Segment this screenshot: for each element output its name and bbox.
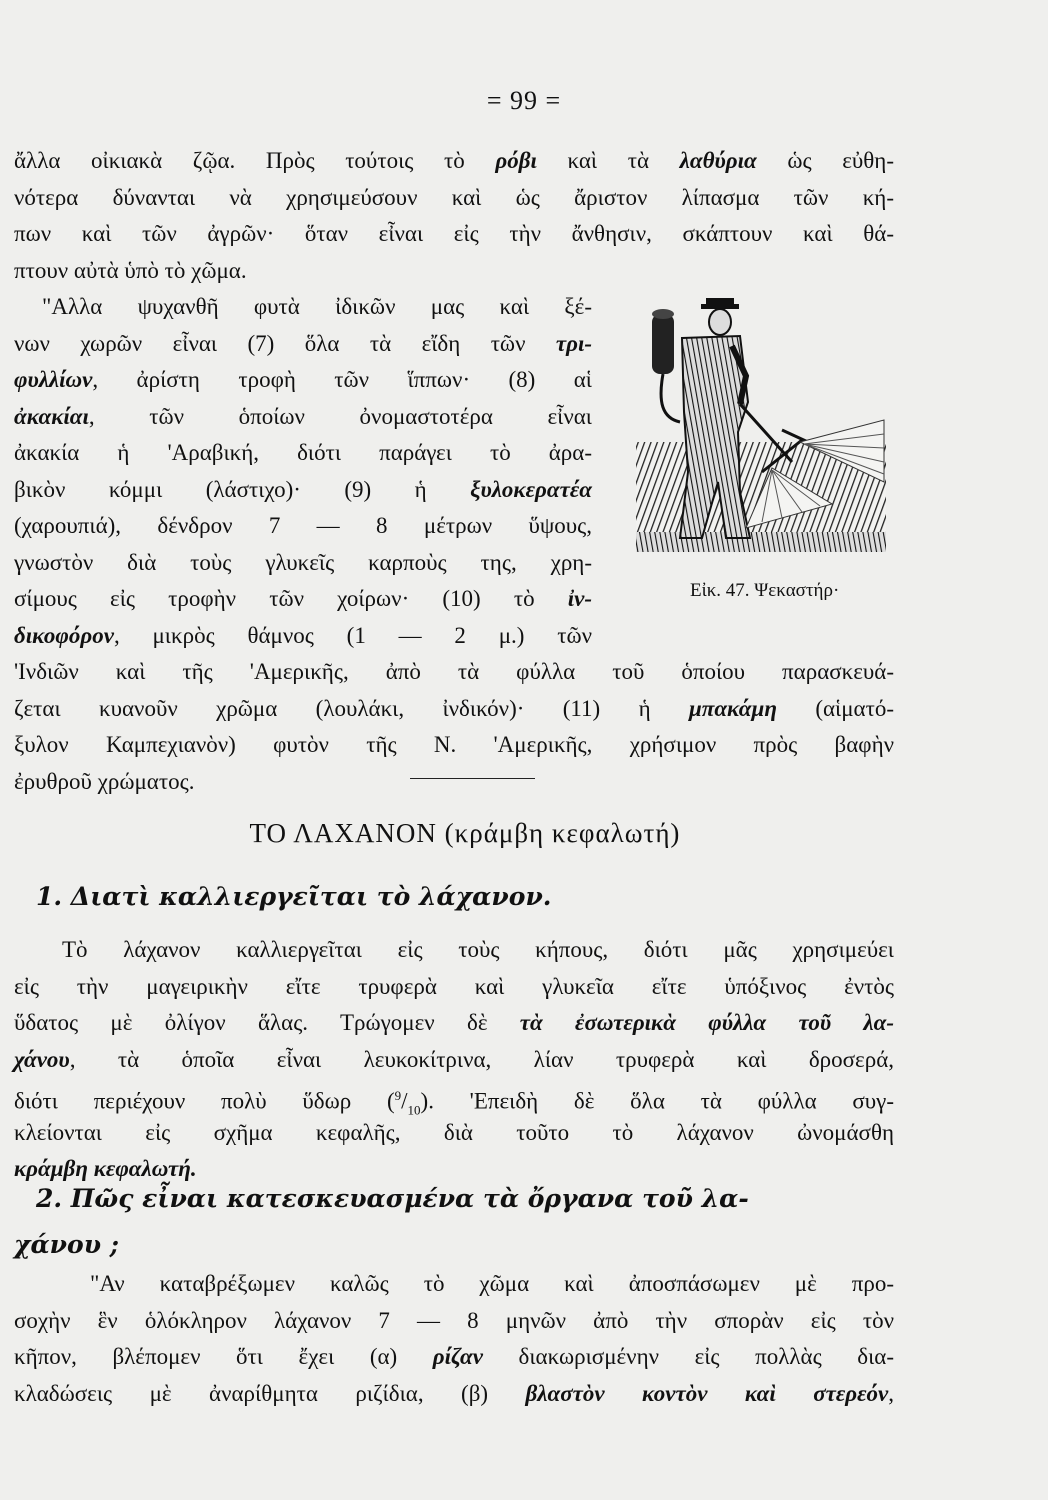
text-line: βικὸν κόμμι (λάστιχο)· (9) ἡ ξυλοκερατέα [14, 476, 592, 502]
sprayer-illustration-icon [622, 292, 894, 582]
text-line: ἐρυθροῦ χρώματος. [14, 768, 195, 794]
text-line: κλαδώσεις μὲ ἀναρίθμητα ριζίδια, (β) βλαστὸν κοντὸν καὶ στερεόν, [14, 1380, 894, 1406]
figure-caption: Εἰκ. 47. Ψεκαστήρ· [690, 580, 840, 601]
text-line: κῆπον, βλέπομεν ὅτι ἔχει (α) ρίζαν διακωρισμένην εἰς πολλὰς δια- [14, 1344, 894, 1369]
paragraph-organs [14, 1266, 894, 1412]
subheading-organs: 2. Πῶς εἶναι κατεσκευασμένα τὰ ὄργανα τοῦ λα- [36, 1184, 749, 1213]
text-line: πτουν αὐτὰ ὑπὸ τὸ χῶμα. [14, 257, 247, 283]
text-line: ἀκακίαι, τῶν ὁποίων ὀνομαστοτέρα εἶναι [14, 403, 592, 429]
paragraph-cabbage [14, 932, 894, 1188]
text-line: γνωστὸν διὰ τοὺς γλυκεῖς καρποὺς της, χρη- [14, 549, 592, 575]
text-line: Τὸ λάχανον καλλιεργεῖται εἰς τοὺς κήπους, διότι μᾶς χρησιμεύει [62, 937, 894, 962]
text-line: πων καὶ τῶν ἀγρῶν· ὅταν εἶναι εἰς τὴν ἄνθησιν, σκάπτουν καὶ θά- [14, 221, 894, 246]
text-line: ἄλλα οἰκιακὰ ζῷα. Πρὸς τούτοις τὸ ρόβι καὶ τὰ λαθύρια ὡς εὐθη- [14, 148, 894, 173]
text-line: σίμους εἰς τροφὴν τῶν χοίρων· (10) τὸ ἰν- [14, 586, 592, 611]
text-line: διότι περιέχουν πολὺ ὕδωρ $(^9/_{10})$. 'Επειδὴ δὲ ὅλα τὰ φύλλα συγ- [14, 1088, 894, 1118]
text-line: δικοφόρον, μικρὸς θάμνος (1 — 2 μ.) τῶν [14, 622, 592, 648]
section-divider [410, 778, 535, 779]
section-title: ΤΟ ΛΑΧΑΝΟΝ (κράμβη κεφαλωτή) [249, 818, 681, 848]
subheading-organs-cont: χάνου ; [14, 1230, 119, 1259]
text-line: ὕδατος μὲ ὀλίγον ἅλας. Τρώγομεν δὲ τὰ ἐσωτερικὰ φύλλα τοῦ λα- [14, 1010, 894, 1035]
text-line: κράμβη κεφαλωτή. [14, 1156, 197, 1181]
text-line: σοχὴν ἓν ὁλόκληρον λάχανον 7 — 8 μηνῶν ἀπὸ τὴν σπορὰν εἰς τὸν [14, 1307, 894, 1333]
text-line: (χαρουπιά), δένδρον 7 — 8 μέτρων ὕψους, [14, 513, 592, 538]
text-line: ἀκακία ἡ 'Αραβική, διότι παράγει τὸ ἀρα- [14, 440, 592, 465]
text-line: ξυλον Καμπεχιανὸν) φυτὸν τῆς Ν. 'Αμερικῆς, χρήσιμον πρὸς βαφὴν [14, 732, 894, 757]
page-number: = 99 = [486, 86, 562, 115]
text-line: 'Ινδιῶν καὶ τῆς 'Αμερικῆς, ἀπὸ τὰ φύλλα τοῦ ὁποίου παρασκευά- [14, 659, 894, 684]
text-line: νων χωρῶν εἶναι (7) ὅλα τὰ εἴδη τῶν τρι- [14, 330, 592, 356]
paragraph-intro [14, 143, 894, 289]
text-line: εἰς τὴν μαγειρικὴν εἴτε τρυφερὰ καὶ γλυκεῖα εἴτε ὑπόξινος ἐντὸς [14, 973, 894, 999]
text-line: χάνου, τὰ ὁποῖα εἶναι λευκοκίτρινα, λίαν τρυφερὰ καὶ δροσερά, [14, 1046, 894, 1072]
paragraph-legumes [14, 289, 592, 654]
subheading-why-cultivated: 1. Διατὶ καλλιεργεῖται τὸ λάχανον. [36, 882, 552, 911]
text-line: νότερα δύνανται νὰ χρησιμεύσουν καὶ ὡς ἄριστον λίπασμα τῶν κή- [14, 184, 894, 210]
text-line: κλείονται εἰς σχῆμα κεφαλῆς, διὰ τοῦτο τὸ λάχανον ὠνομάσθη [14, 1119, 894, 1145]
text-line: φυλλίων, ἀρίστη τροφὴ τῶν ἵππων· (8) αἱ [14, 367, 592, 392]
text-line: ζεται κυανοῦν χρῶμα (λουλάκι, ἰνδικόν)· (11) ἡ μπακάμη (αἱματό- [14, 695, 894, 721]
text-line: "Αλλα ψυχανθῆ φυτὰ ἰδικῶν μας καὶ ξέ- [42, 294, 592, 319]
text-line: "Αν καταβρέξωμεν καλῶς τὸ χῶμα καὶ ἀποσπάσωμεν μὲ προ- [90, 1271, 894, 1296]
